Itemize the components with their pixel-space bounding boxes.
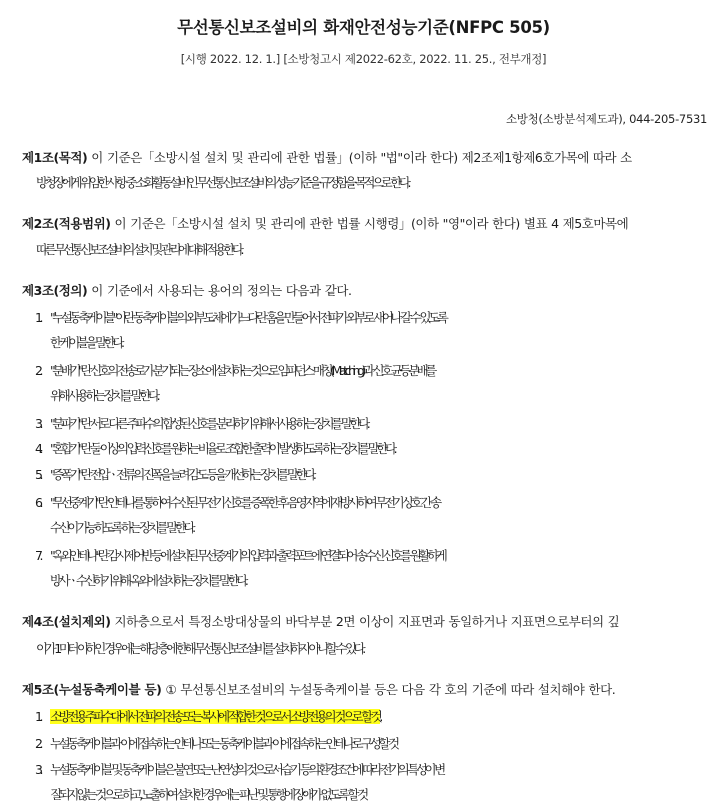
- article-3-item-2-cont: 위해 사용하는 장치를 말한다.: [50, 388, 158, 403]
- article-2-line-1: [22, 212, 712, 236]
- article-4-text: 지하층으로서 특정소방대상물의 바닥부분 2면 이상이 지표면과 동일하거나 지표면으로부터의 깊: [110, 614, 620, 629]
- article-5-line-1: [22, 678, 712, 702]
- article-3-item-5: 5. "증폭기"란 전압ㆍ전류의 진폭을 늘려 감도 등을 개선하는 장치를 말한다.: [35, 467, 314, 482]
- article-3-item-7: 7. "옥외안테나"란 감시제어반 등에 설치된 무선중계기의 입력과 출력포트에 연결되어 송수신 신호를 원활하게: [35, 548, 445, 563]
- article-1-text: 이 기준은「소방시설 설치 및 관리에 관한 법률」(이하 "법"이라 한다) 제2조제1항제6호가목에 따라 소: [87, 150, 632, 165]
- article-3-item-6: 6. "무선중계기"란 안테나를 통하여 수신된 무전기 신호를 증폭한 후 음영지역에 재방사하여 무전기 상호 간 송: [35, 495, 439, 510]
- article-3-intro: 이 기준에서 사용되는 용어의 정의는 다음과 같다.: [87, 283, 352, 298]
- article-1-line-2: 방청장에게 위임한 사항 중 소화활동설비인 무선통신보조설비의 성능기준을 규정함을 목적으로 한다.: [36, 175, 408, 190]
- article-3-item-7-cont: 방사ㆍ수신하기 위해 옥외에 설치하는 장치를 말한다.: [50, 573, 246, 588]
- article-5-intro: ① 무선통신보조설비의 누설동축케이블 등은 다음 각 호의 기준에 따라 설치해야 한다.: [161, 682, 616, 697]
- article-1-label: 제1조(목적): [22, 150, 88, 165]
- article-5-item-2: 2. 누설동축케이블과 이에 접속하는 안테나 또는 동축케이블과 이에 접속하는 안테나로 구성할 것: [35, 736, 397, 751]
- document-subtitle: [시행 2022. 12. 1.] [소방청고시 제2022-62호, 2022. 11. 25., 전부개정]: [180, 52, 547, 66]
- article-2-line-2: 따른 무선통신보조설비의 설치 및 관리에 대해 적용한다.: [36, 242, 242, 257]
- article-2-label: 제2조(적용범위): [22, 216, 111, 231]
- article-1-line-1: [22, 146, 712, 170]
- article-3-item-1: 1. "누설동축케이블"이란 동축케이블의 외부도체에 가느다란 홈을 만들어서 전파가 외부로 새어나 갈 수 있도록: [35, 310, 446, 325]
- article-4-line-2: 이가 1미터 이하인 경우에는 해당 층에 한해 무선통신보조설비를 설치하지 아니할 수 있다.: [36, 641, 363, 656]
- article-5-label: 제5조(누설동축케이블 등): [22, 682, 162, 697]
- article-3-item-2: 2. "분배기"란 신호의 전송로가 분기되는 장소에 설치하는 것으로 임피던스 매칭(Matching)과 신호 균등분배를: [35, 363, 434, 378]
- article-4-line-1: [22, 610, 712, 634]
- agency-contact: 소방청(소방분석제도과), 044-205-7531: [505, 112, 707, 126]
- article-3-line-1: [22, 279, 712, 303]
- article-5-item-1: 1. 소방전용주파수대에서 전파의 전송 또는 복사에 적합한 것으로서 소방전용의 것으로 할 것.: [35, 709, 380, 724]
- article-5-item-3-cont: 질되지 않는 것으로 하고, 노출하여 설치한 경우에는 피난 및 통행에 장애가 없도록 할 것: [50, 787, 366, 802]
- article-2-text: 이 기준은「소방시설 설치 및 관리에 관한 법률 시행령」(이하 "영"이라 한다) 별표 4 제5호마목에: [110, 216, 629, 231]
- article-3-item-1-cont: 한 케이블을 말한다.: [50, 335, 122, 350]
- article-5-item-3: 3. 누설동축케이블 및 동축케이블은 불연 또는 난연성의 것으로서 습기 등의 환경조건에 따라 전기의 특성이 변: [35, 762, 443, 777]
- article-3-item-3: 3. "분파기"란 서로 다른 주파수의 합성된 신호를 분리하기 위해서 사용하는 장치를 말한다.: [35, 416, 368, 431]
- article-3-item-4: 4. "혼합기"란 둘 이상의 입력신호를 원하는 비율로 조합한 출력이 발생하도록 하는 장치를 말한다.: [35, 441, 395, 456]
- document-title: 무선통신보조설비의 화재안전성능기준(NFPC 505): [177, 18, 550, 37]
- highlighted-text: 소방전용주파수대에서 전파의 전송 또는 복사에 적합한 것으로서 소방전용의 것으로 할 것.: [50, 709, 380, 724]
- article-4-label: 제4조(설치제외): [22, 614, 111, 629]
- article-3-label: 제3조(정의): [22, 283, 88, 298]
- article-3-item-6-cont: 수신이 가능하도록 하는 장치를 말한다.: [50, 520, 193, 535]
